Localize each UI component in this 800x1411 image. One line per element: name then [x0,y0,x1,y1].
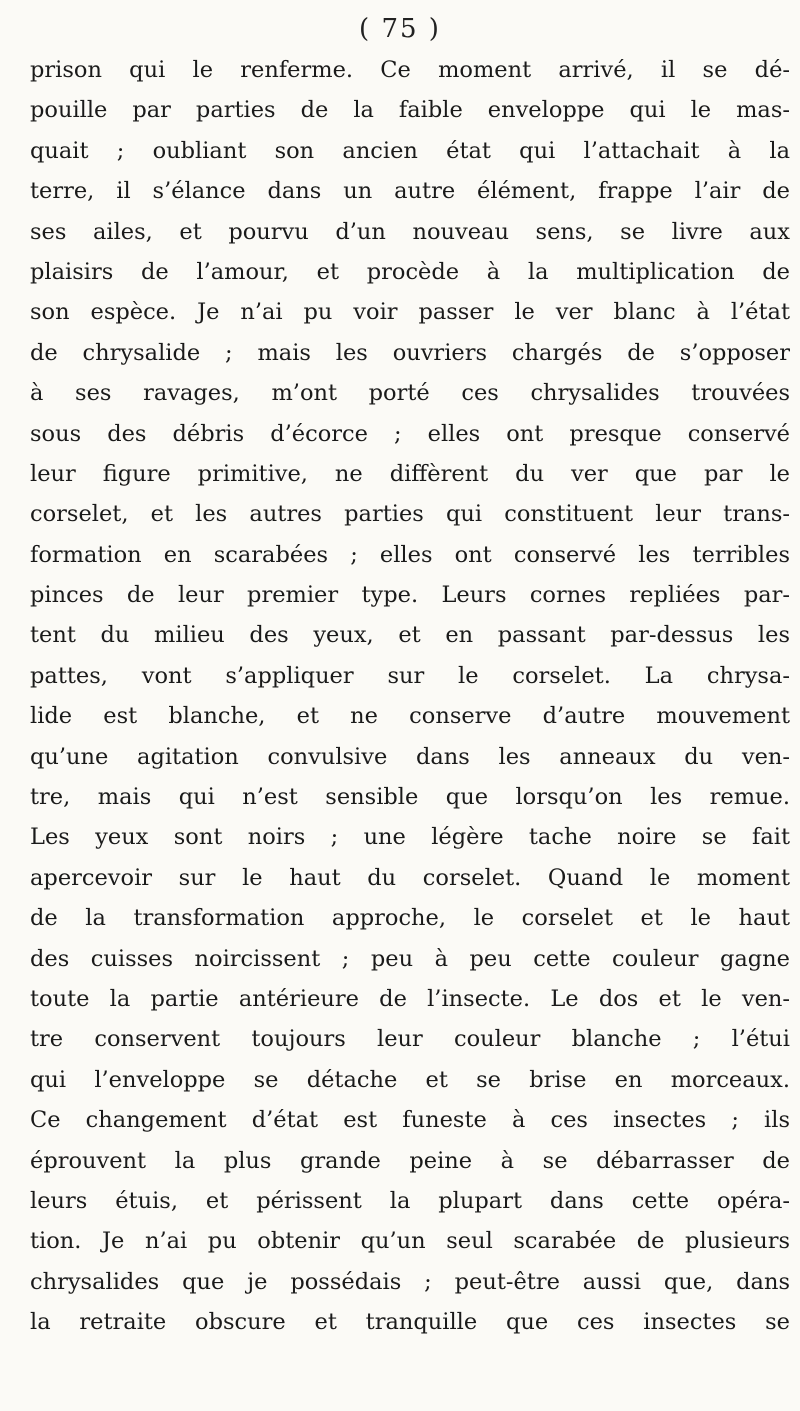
text-line: plaisirs de l’amour, et procède à la multiplication de [30,258,790,285]
text-line: pinces de leur premier type. Leurs cornes repliées par- [30,582,790,609]
text-line: prison qui le renferme. Ce moment arrivé, il se dé- [30,57,790,83]
text-line: qui l’enveloppe se détache et se brise en morceaux. [30,1066,790,1093]
text-line: formation en scarabées ; elles ont conservé les terribles [30,541,790,568]
text-line: des cuisses noircissent ; peu à peu cette couleur gagne [30,945,790,972]
text-line: leurs étuis, et périssent la plupart dans cette opéra- [30,1187,790,1214]
text-line: Ce changement d’état est funeste à ces insectes ; ils [30,1107,790,1134]
text-line: la retraite obscure et tranquille que ces insectes se [30,1309,790,1336]
text-line: tent du milieu des yeux, et en passant par-dessus les [30,622,790,649]
text-line: sous des débris d’écorce ; elles ont presque conservé [30,420,790,447]
text-line: son espèce. Je n’ai pu voir passer le ver blanc à l’état [30,299,790,326]
text-line: à ses ravages, m’ont porté ces chrysalides trouvées [30,380,790,407]
text-line: tion. Je n’ai pu obtenir qu’un seul scarabée de plusieurs [30,1228,790,1255]
text-line: tre conservent toujours leur couleur blanche ; l’étui [30,1026,790,1053]
text-line: tre, mais qui n’est sensible que lorsqu’on les remue. [30,784,790,811]
page-number: ( 75 ) [359,14,441,44]
text-line: de la transformation approche, le corselet et le haut [30,905,790,932]
text-line: qu’une agitation convulsive dans les anneaux du ven- [30,743,790,770]
text-line: chrysalides que je possédais ; peut-être aussi que, dans [30,1268,790,1295]
text-line: de chrysalide ; mais les ouvriers chargés de s’opposer [30,339,790,366]
text-line: lide est blanche, et ne conserve d’autre mouvement [30,703,790,730]
text-line: corselet, et les autres parties qui constituent leur trans- [30,501,790,528]
text-line: ses ailes, et pourvu d’un nouveau sens, se livre aux [30,218,790,245]
body-text [30,50,790,1343]
text-line: leur figure primitive, ne diffèrent du ver que par le [30,460,790,487]
text-line: apercevoir sur le haut du corselet. Quand le moment [30,864,790,891]
text-line: éprouvent la plus grande peine à se débarrasser de [30,1147,790,1174]
text-line: toute la partie antérieure de l’insecte. Le dos et le ven- [30,985,790,1012]
text-line: quait ; oubliant son ancien état qui l’attachait à la [30,137,790,164]
text-line: terre, il s’élance dans un autre élément, frappe l’air de [30,178,790,205]
text-line: pattes, vont s’appliquer sur le corselet. La chrysa- [30,662,790,689]
text-line: pouille par parties de la faible enveloppe qui le mas- [30,97,790,124]
text-line: Les yeux sont noirs ; une légère tache noire se fait [30,824,790,851]
